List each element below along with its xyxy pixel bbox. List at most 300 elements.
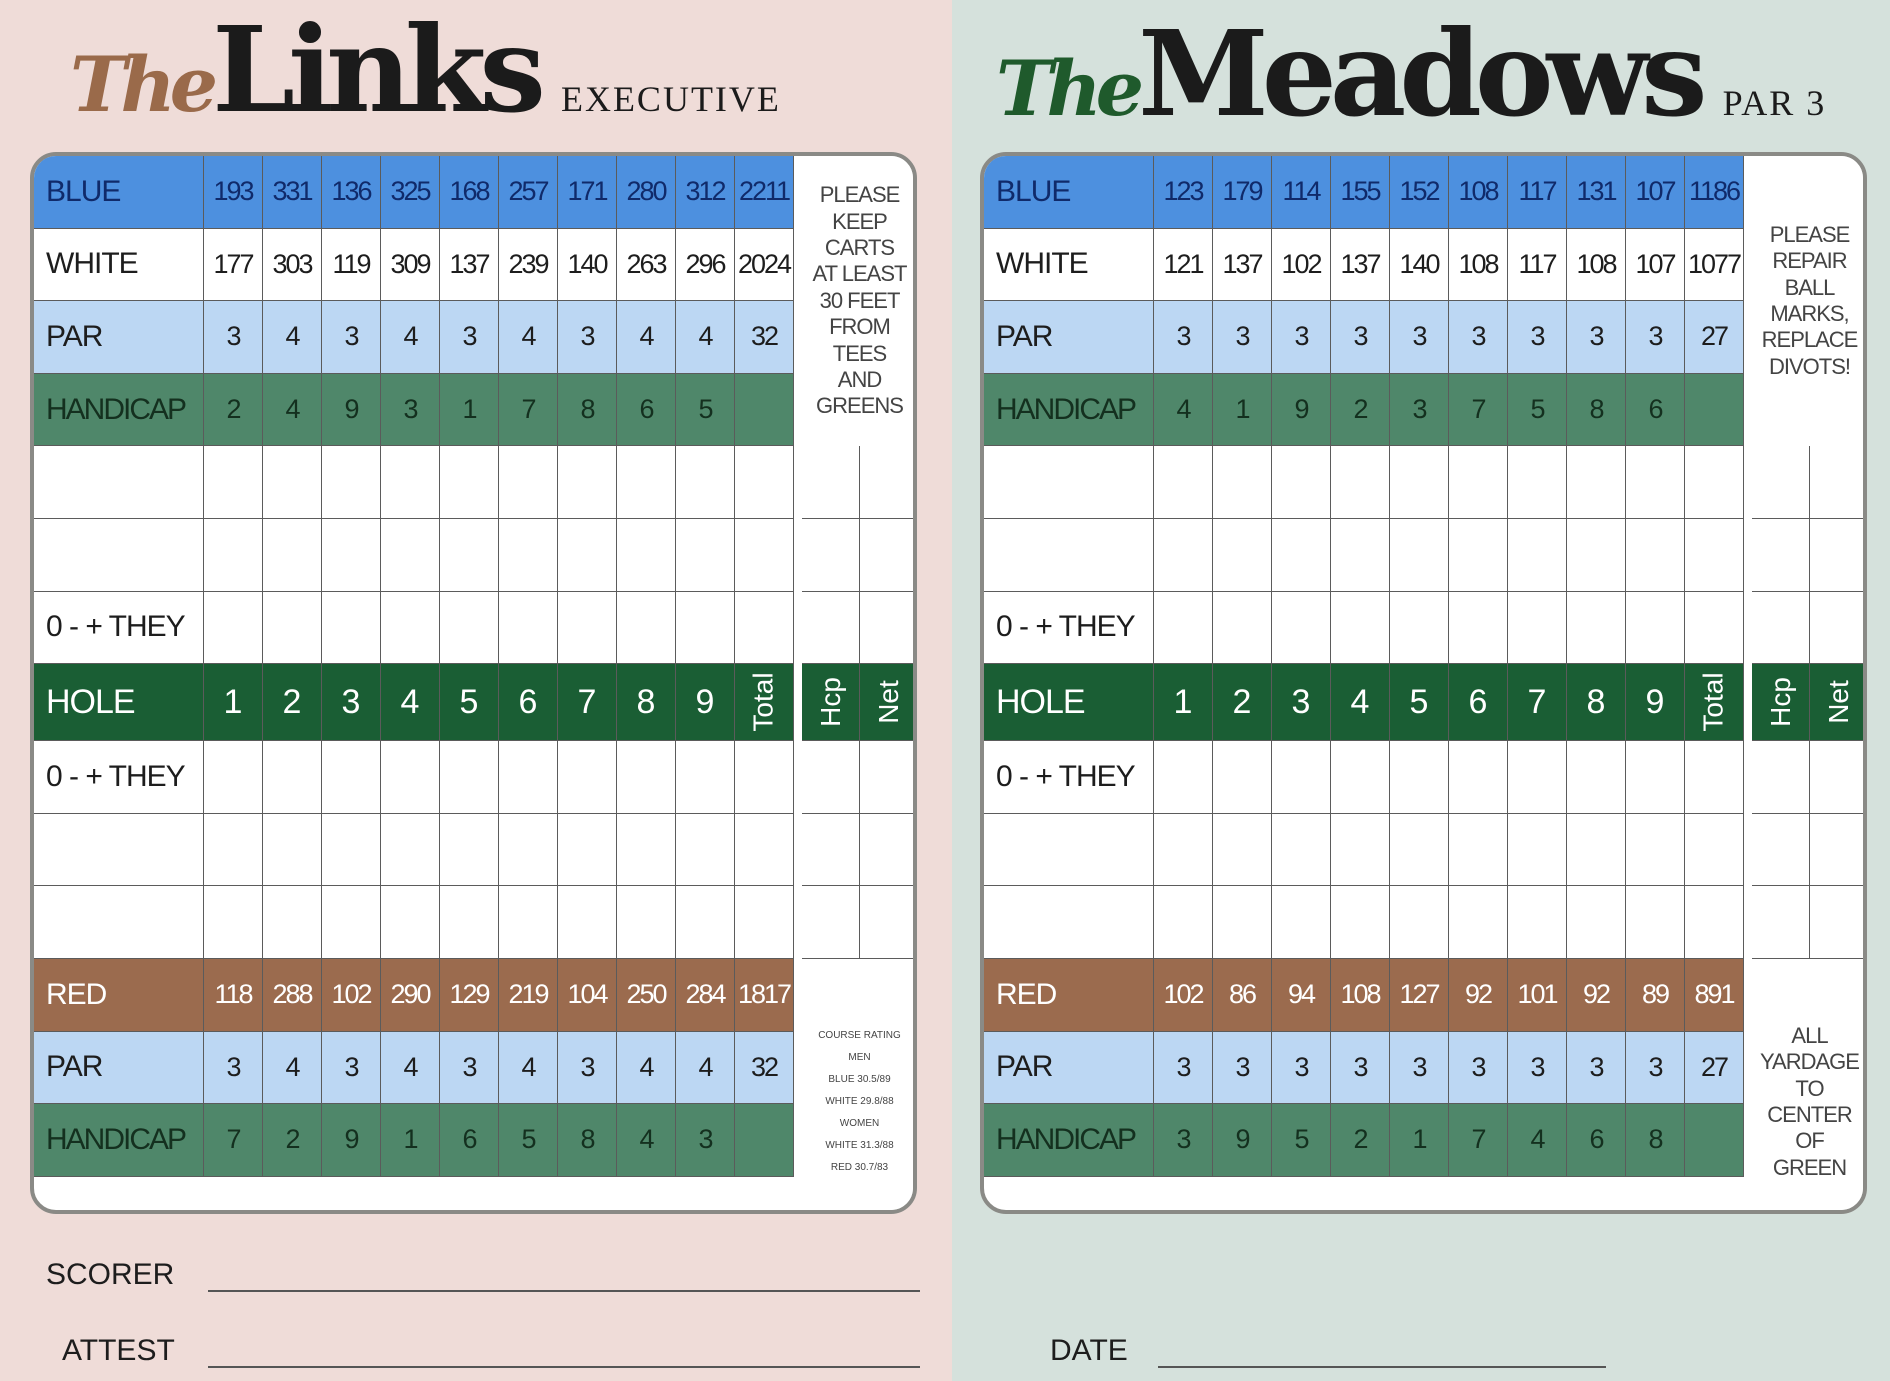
links-score-cell[interactable] (676, 592, 735, 665)
meadows-row-label: PAR (984, 301, 1154, 374)
meadows-score-name-cell[interactable] (984, 519, 1154, 592)
links-row-value: 9 (322, 1104, 381, 1177)
meadows-score-cell[interactable] (1567, 592, 1626, 665)
links-net-cell[interactable] (860, 592, 917, 665)
links-row-value: 140 (558, 229, 617, 302)
meadows-score-cell[interactable] (1508, 741, 1567, 814)
links-row-label: HANDICAP (34, 1104, 204, 1177)
meadows-row-value: 86 (1213, 959, 1272, 1032)
links-score-cell[interactable] (499, 592, 558, 665)
meadows-hole-number: 2 (1213, 664, 1272, 741)
links-row-label: BLUE (34, 156, 204, 229)
meadows-row-label: WHITE (984, 229, 1154, 302)
meadows-hcp-cell[interactable] (1752, 519, 1810, 592)
links-score-cell[interactable] (440, 814, 499, 887)
links-score-cell[interactable] (676, 741, 735, 814)
links-hcp-cell[interactable] (802, 446, 860, 519)
links-row-value: 4 (617, 1032, 676, 1105)
meadows-hcp-cell[interactable] (1752, 886, 1810, 959)
links-net-cell[interactable] (860, 886, 917, 959)
meadows-row-value: 2 (1331, 374, 1390, 447)
meadows-score-cell[interactable] (1331, 886, 1390, 959)
meadows-score-cell[interactable] (1685, 519, 1744, 592)
meadows-net-cell[interactable] (1810, 814, 1867, 887)
meadows-row-value: 102 (1154, 959, 1213, 1032)
links-score-cell[interactable] (676, 519, 735, 592)
meadows-score-cell[interactable] (1154, 886, 1213, 959)
meadows-row-value: 131 (1567, 156, 1626, 229)
links-row-value: 3 (322, 1032, 381, 1105)
links-score-cell[interactable] (263, 592, 322, 665)
links-score-cell[interactable] (617, 886, 676, 959)
meadows-score-cell[interactable] (1685, 814, 1744, 887)
links-score-name-cell[interactable] (34, 519, 204, 592)
links-row-label: WHITE (34, 229, 204, 302)
links-logo-the: The (70, 40, 213, 129)
links-score-cell[interactable] (204, 814, 263, 887)
meadows-row-label: PAR (984, 1032, 1154, 1105)
meadows-row-value: 179 (1213, 156, 1272, 229)
links-score-name-cell[interactable] (34, 446, 204, 519)
meadows-row-value: 117 (1508, 229, 1567, 302)
links-row-value: 7 (499, 374, 558, 447)
meadows-score-cell[interactable] (1213, 519, 1272, 592)
links-cart-note: PLEASE KEEP CARTS AT LEAST 30 FEET FROM TEES AND GREENS (802, 156, 917, 446)
links-row-value: 8 (558, 1104, 617, 1177)
links-row-value: 4 (676, 301, 735, 374)
meadows-row-value: 1186 (1685, 156, 1744, 229)
links-row-value: 9 (322, 374, 381, 447)
links-hole-number: 6 (499, 664, 558, 741)
meadows-score-cell[interactable] (1685, 741, 1744, 814)
links-score-name-cell[interactable] (34, 814, 204, 887)
links-score-cell[interactable] (735, 814, 794, 887)
meadows-row-value: 6 (1567, 1104, 1626, 1177)
meadows-net-cell[interactable] (1810, 592, 1867, 665)
meadows-row-value: 8 (1626, 1104, 1685, 1177)
meadows-row-value: 3 (1626, 1032, 1685, 1105)
links-row-value: 102 (322, 959, 381, 1032)
links-score-cell[interactable] (204, 592, 263, 665)
links-hole-number: 8 (617, 664, 676, 741)
meadows-score-cell[interactable] (1154, 519, 1213, 592)
meadows-row-value: 3 (1567, 301, 1626, 374)
meadows-row-value: 3 (1449, 301, 1508, 374)
links-row-value: 104 (558, 959, 617, 1032)
links-score-cell[interactable] (263, 814, 322, 887)
meadows-row-value: 92 (1449, 959, 1508, 1032)
links-logo-name: Links (212, 0, 539, 139)
meadows-score-cell[interactable] (1567, 446, 1626, 519)
meadows-row-value: 108 (1449, 229, 1508, 302)
links-row-value: 4 (617, 301, 676, 374)
meadows-row-value: 121 (1154, 229, 1213, 302)
meadows-score-cell[interactable] (1154, 446, 1213, 519)
links-hole-number: 3 (322, 664, 381, 741)
meadows-row-value: 3 (1390, 301, 1449, 374)
meadows-score-cell[interactable] (1272, 446, 1331, 519)
meadows-row-value: 127 (1390, 959, 1449, 1032)
meadows-score-cell[interactable] (1685, 886, 1744, 959)
links-score-cell[interactable] (558, 741, 617, 814)
links-score-cell[interactable] (440, 741, 499, 814)
meadows-score-cell[interactable] (1272, 814, 1331, 887)
meadows-score-cell[interactable] (1685, 446, 1744, 519)
meadows-score-cell[interactable] (1331, 592, 1390, 665)
meadows-score-cell[interactable] (1390, 592, 1449, 665)
links-row-value: 309 (381, 229, 440, 302)
links-score-cell[interactable] (440, 446, 499, 519)
meadows-row-value: 3 (1331, 301, 1390, 374)
links-score-cell[interactable] (204, 886, 263, 959)
meadows-score-cell[interactable] (1390, 741, 1449, 814)
links-score-cell[interactable] (617, 446, 676, 519)
meadows-row-value: 117 (1508, 156, 1567, 229)
meadows-row-value: 102 (1272, 229, 1331, 302)
meadows-score-cell[interactable] (1626, 592, 1685, 665)
links-row-value: 4 (381, 1032, 440, 1105)
meadows-row-value: 5 (1272, 1104, 1331, 1177)
links-score-cell[interactable] (263, 446, 322, 519)
links-card (30, 152, 917, 1214)
meadows-score-cell[interactable] (1272, 886, 1331, 959)
links-row-value: 4 (263, 301, 322, 374)
meadows-row-value: 3 (1213, 301, 1272, 374)
meadows-score-name-cell[interactable] (984, 886, 1154, 959)
links-row-value: 129 (440, 959, 499, 1032)
meadows-row-value: 3 (1449, 1032, 1508, 1105)
links-hcp-cell[interactable] (802, 814, 860, 887)
meadows-row-value: 3 (1272, 1032, 1331, 1105)
meadows-score-cell[interactable] (1449, 886, 1508, 959)
links-score-cell[interactable] (676, 814, 735, 887)
links-row-value: 2 (263, 1104, 322, 1177)
meadows-row-value: 27 (1685, 301, 1744, 374)
meadows-row-value: 123 (1154, 156, 1213, 229)
meadows-logo (996, 4, 1826, 143)
links-row-value: 1 (440, 374, 499, 447)
links-score-cell[interactable] (735, 446, 794, 519)
meadows-hcp-column-header (1752, 664, 1810, 741)
links-row-value: 280 (617, 156, 676, 229)
links-score-cell[interactable] (617, 814, 676, 887)
meadows-row-label: RED (984, 959, 1154, 1032)
meadows-score-cell[interactable] (1449, 446, 1508, 519)
links-score-cell[interactable] (381, 886, 440, 959)
links-score-cell[interactable] (735, 519, 794, 592)
links-row-label: HANDICAP (34, 374, 204, 447)
links-row-value: 193 (204, 156, 263, 229)
links-score-cell[interactable] (499, 814, 558, 887)
meadows-row-value: 1 (1390, 1104, 1449, 1177)
scorer-line[interactable] (208, 1290, 920, 1292)
links-score-cell[interactable] (440, 886, 499, 959)
meadows-net-cell[interactable] (1810, 519, 1867, 592)
meadows-row-value: 155 (1331, 156, 1390, 229)
meadows-hcp-cell[interactable] (1752, 814, 1810, 887)
links-row-value: 257 (499, 156, 558, 229)
links-row-value: 6 (440, 1104, 499, 1177)
meadows-row-value (1685, 1104, 1744, 1177)
links-row-value: 263 (617, 229, 676, 302)
links-row-value: 3 (440, 301, 499, 374)
links-row-value: 296 (676, 229, 735, 302)
links-row-value: 3 (440, 1032, 499, 1105)
meadows-row-value: 3 (1567, 1032, 1626, 1105)
links-row-value: 325 (381, 156, 440, 229)
links-hole-number: 7 (558, 664, 617, 741)
links-score-cell[interactable] (735, 886, 794, 959)
meadows-score-cell[interactable] (1449, 519, 1508, 592)
meadows-score-cell[interactable] (1626, 814, 1685, 887)
meadows-yardage-note: ALL YARDAGE TO CENTER OF GREEN (1752, 993, 1867, 1211)
meadows-score-cell[interactable] (1508, 814, 1567, 887)
links-score-cell[interactable] (381, 519, 440, 592)
links-score-cell[interactable] (558, 519, 617, 592)
links-row-label: RED (34, 959, 204, 1032)
links-score-cell[interactable] (558, 814, 617, 887)
meadows-row-value: 9 (1213, 1104, 1272, 1177)
links-row-value: 3 (322, 301, 381, 374)
meadows-score-cell[interactable] (1213, 446, 1272, 519)
links-score-cell[interactable] (322, 446, 381, 519)
links-hcp-cell[interactable] (802, 886, 860, 959)
links-row-value: 8 (558, 374, 617, 447)
meadows-score-cell[interactable] (1508, 519, 1567, 592)
links-score-cell[interactable] (617, 592, 676, 665)
links-row-value: 3 (558, 301, 617, 374)
links-score-cell[interactable] (204, 741, 263, 814)
links-score-cell[interactable] (735, 741, 794, 814)
links-score-name-cell[interactable] (34, 886, 204, 959)
meadows-score-cell[interactable] (1685, 592, 1744, 665)
links-hcp-cell[interactable] (802, 741, 860, 814)
meadows-score-cell[interactable] (1508, 592, 1567, 665)
links-net-cell[interactable] (860, 741, 917, 814)
links-row-value: 4 (617, 1104, 676, 1177)
meadows-row-value: 3 (1508, 1032, 1567, 1105)
links-hcp-header: Hcp (814, 677, 846, 728)
meadows-score-cell[interactable] (1331, 446, 1390, 519)
meadows-row-label: BLUE (984, 156, 1154, 229)
meadows-hcp-cell[interactable] (1752, 592, 1810, 665)
links-row-value: 290 (381, 959, 440, 1032)
meadows-row-value: 3 (1331, 1032, 1390, 1105)
meadows-row-value: 6 (1626, 374, 1685, 447)
links-score-cell[interactable] (204, 446, 263, 519)
meadows-net-column-header (1810, 664, 1867, 741)
meadows-score-cell[interactable] (1390, 814, 1449, 887)
links-score-cell[interactable] (263, 741, 322, 814)
meadows-score-cell[interactable] (1449, 814, 1508, 887)
links-score-cell[interactable] (617, 519, 676, 592)
meadows-row-value: 89 (1626, 959, 1685, 1032)
attest-line[interactable] (208, 1366, 920, 1368)
links-score-cell[interactable] (558, 886, 617, 959)
meadows-score-cell[interactable] (1567, 741, 1626, 814)
meadows-they-label: 0 - + THEY (984, 592, 1154, 665)
links-net-cell[interactable] (860, 519, 917, 592)
links-row-value: 3 (204, 301, 263, 374)
meadows-hcp-cell[interactable] (1752, 741, 1810, 814)
links-score-cell[interactable] (499, 519, 558, 592)
meadows-scorecard (952, 0, 1890, 1381)
links-total-header (735, 664, 794, 741)
meadows-row-value: 4 (1154, 374, 1213, 447)
meadows-score-cell[interactable] (1213, 814, 1272, 887)
meadows-total-text: Total (1698, 672, 1729, 732)
links-hole-number: 5 (440, 664, 499, 741)
links-score-cell[interactable] (322, 592, 381, 665)
links-score-cell[interactable] (322, 519, 381, 592)
links-row-label: PAR (34, 301, 204, 374)
links-row-value: 32 (735, 301, 794, 374)
meadows-they-label: 0 - + THEY (984, 741, 1154, 814)
meadows-score-cell[interactable] (1449, 592, 1508, 665)
meadows-score-cell[interactable] (1567, 886, 1626, 959)
meadows-score-cell[interactable] (1508, 446, 1567, 519)
meadows-row-value: 107 (1626, 229, 1685, 302)
meadows-row-value: 107 (1626, 156, 1685, 229)
meadows-hcp-cell[interactable] (1752, 446, 1810, 519)
meadows-net-cell[interactable] (1810, 886, 1867, 959)
meadows-score-cell[interactable] (1449, 741, 1508, 814)
links-row-value: 5 (676, 374, 735, 447)
links-row-value: 2024 (735, 229, 794, 302)
links-score-cell[interactable] (440, 592, 499, 665)
meadows-score-cell[interactable] (1390, 886, 1449, 959)
meadows-row-label: HANDICAP (984, 374, 1154, 447)
links-score-cell[interactable] (499, 446, 558, 519)
links-score-cell[interactable] (322, 814, 381, 887)
links-row-value: 7 (204, 1104, 263, 1177)
links-score-cell[interactable] (322, 886, 381, 959)
links-row-value: 3 (204, 1032, 263, 1105)
meadows-row-value: 3 (1154, 1104, 1213, 1177)
links-hcp-cell[interactable] (802, 592, 860, 665)
links-score-cell[interactable] (440, 519, 499, 592)
links-row-value: 284 (676, 959, 735, 1032)
meadows-row-value (1685, 374, 1744, 447)
links-row-value: 1817 (735, 959, 794, 1032)
meadows-score-name-cell[interactable] (984, 814, 1154, 887)
links-row-value: 3 (676, 1104, 735, 1177)
meadows-score-cell[interactable] (1567, 519, 1626, 592)
links-row-value (735, 1104, 794, 1177)
meadows-score-cell[interactable] (1154, 814, 1213, 887)
links-row-value: 4 (499, 1032, 558, 1105)
meadows-score-cell[interactable] (1567, 814, 1626, 887)
links-row-value: 288 (263, 959, 322, 1032)
links-hcp-cell[interactable] (802, 519, 860, 592)
meadows-row-value: 92 (1567, 959, 1626, 1032)
links-row-value: 4 (381, 301, 440, 374)
links-score-cell[interactable] (617, 741, 676, 814)
meadows-score-cell[interactable] (1272, 592, 1331, 665)
links-row-value: 219 (499, 959, 558, 1032)
meadows-row-value: 3 (1213, 1032, 1272, 1105)
links-score-cell[interactable] (499, 741, 558, 814)
links-score-cell[interactable] (263, 519, 322, 592)
meadows-row-value: 114 (1272, 156, 1331, 229)
meadows-score-cell[interactable] (1508, 886, 1567, 959)
links-row-value (735, 374, 794, 447)
meadows-hole-number: 1 (1154, 664, 1213, 741)
links-row-value: 119 (322, 229, 381, 302)
links-row-value: 239 (499, 229, 558, 302)
links-score-cell[interactable] (381, 446, 440, 519)
meadows-hole-number: 4 (1331, 664, 1390, 741)
meadows-net-header: Net (1822, 680, 1854, 724)
meadows-score-cell[interactable] (1213, 886, 1272, 959)
meadows-score-cell[interactable] (1626, 741, 1685, 814)
links-score-cell[interactable] (558, 446, 617, 519)
meadows-net-cell[interactable] (1810, 446, 1867, 519)
meadows-hole-number: 9 (1626, 664, 1685, 741)
meadows-grid (984, 156, 1744, 1177)
meadows-row-value: 1 (1213, 374, 1272, 447)
links-row-value: 331 (263, 156, 322, 229)
links-score-cell[interactable] (263, 886, 322, 959)
links-score-cell[interactable] (558, 592, 617, 665)
meadows-score-cell[interactable] (1331, 814, 1390, 887)
meadows-score-cell[interactable] (1154, 741, 1213, 814)
date-label: DATE (1050, 1334, 1128, 1367)
meadows-hole-number: 3 (1272, 664, 1331, 741)
links-row-value: 5 (499, 1104, 558, 1177)
meadows-hole-number: 8 (1567, 664, 1626, 741)
links-score-cell[interactable] (676, 886, 735, 959)
links-hole-label: HOLE (34, 664, 204, 741)
meadows-score-cell[interactable] (1626, 519, 1685, 592)
meadows-score-cell[interactable] (1213, 741, 1272, 814)
meadows-row-value: 3 (1390, 1032, 1449, 1105)
meadows-score-cell[interactable] (1390, 446, 1449, 519)
meadows-row-value: 137 (1213, 229, 1272, 302)
meadows-hcp-header: Hcp (1764, 677, 1796, 728)
meadows-score-cell[interactable] (1154, 592, 1213, 665)
links-score-cell[interactable] (381, 741, 440, 814)
meadows-score-name-cell[interactable] (984, 446, 1154, 519)
meadows-score-cell[interactable] (1272, 741, 1331, 814)
date-line[interactable] (1158, 1366, 1606, 1368)
links-score-cell[interactable] (381, 814, 440, 887)
meadows-row-value: 137 (1331, 229, 1390, 302)
links-score-cell[interactable] (322, 741, 381, 814)
meadows-score-cell[interactable] (1331, 519, 1390, 592)
meadows-score-cell[interactable] (1390, 519, 1449, 592)
meadows-row-value: 3 (1626, 301, 1685, 374)
meadows-hole-number: 5 (1390, 664, 1449, 741)
links-score-cell[interactable] (676, 446, 735, 519)
meadows-row-value: 152 (1390, 156, 1449, 229)
meadows-score-cell[interactable] (1331, 741, 1390, 814)
links-score-cell[interactable] (735, 592, 794, 665)
links-net-cell[interactable] (860, 446, 917, 519)
links-net-cell[interactable] (860, 814, 917, 887)
links-they-label: 0 - + THEY (34, 592, 204, 665)
links-score-cell[interactable] (381, 592, 440, 665)
links-subtitle: EXECUTIVE (560, 79, 781, 119)
links-score-cell[interactable] (499, 886, 558, 959)
meadows-net-cell[interactable] (1810, 741, 1867, 814)
meadows-score-cell[interactable] (1272, 519, 1331, 592)
meadows-score-cell[interactable] (1213, 592, 1272, 665)
meadows-row-value: 5 (1508, 374, 1567, 447)
meadows-score-cell[interactable] (1626, 886, 1685, 959)
meadows-score-cell[interactable] (1626, 446, 1685, 519)
links-score-cell[interactable] (204, 519, 263, 592)
